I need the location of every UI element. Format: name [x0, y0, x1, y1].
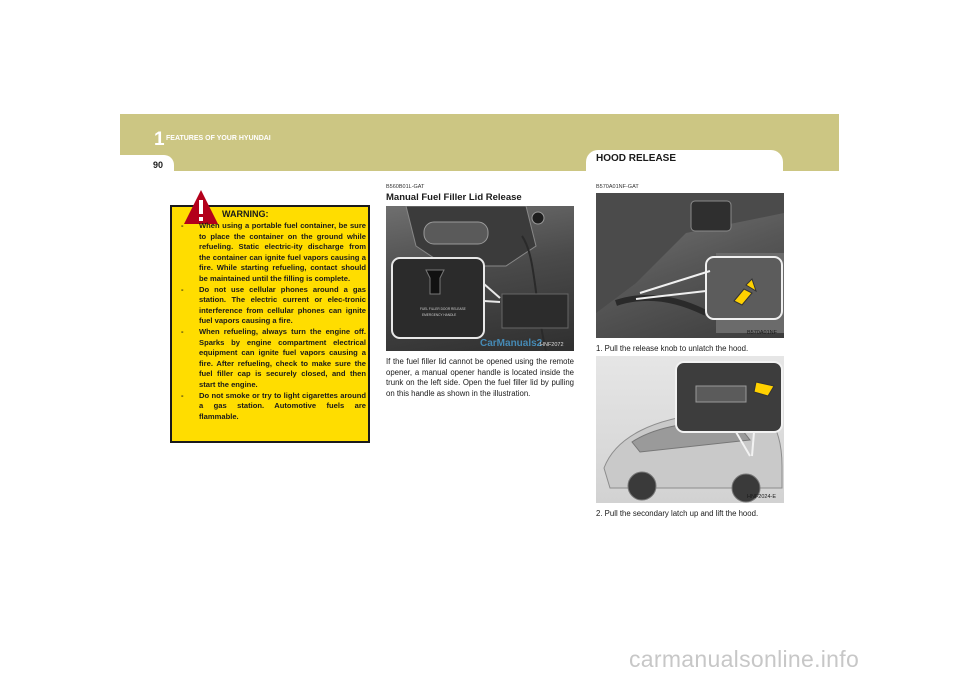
fuel-lid-illustration	[386, 206, 574, 351]
section-title: HOOD RELEASE	[596, 153, 677, 164]
fuel-section-body: If the fuel filler lid cannot be opened using the remote opener, a manual opener handle is located inside the trunk on the left side. Open the fuel filler lid by pulling on this handle as shown in the illustration.	[386, 357, 574, 398]
warning-heading: WARNING:	[222, 209, 269, 219]
warning-item: - Do not use cellular phones around a gas station. The electric current or elec-tronic interference from cellular phones can ignite fuel vapors causing a fire.	[177, 285, 366, 327]
chapter-number: 1	[154, 129, 165, 150]
hood-step-1: 1. Pull the release knob to unlatch the hood.	[596, 344, 749, 353]
site-watermark: carmanualsonline.info	[629, 646, 860, 672]
page-number: 90	[153, 160, 164, 170]
warning-item: - When refueling, always turn the engine off. Sparks by engine compartment electrical equipment can ignite fuel vapors causing a fire. After refueling, check to make sure the fuel filler cap is securely closed, and then start the engine.	[177, 327, 366, 391]
hood-figure2-label: HNF2024-E	[747, 494, 777, 500]
hood-step-2: 2. Pull the secondary latch up and lift the hood.	[596, 509, 759, 518]
handle-label-1: FUEL FILLER DOOR RELEASE	[420, 307, 466, 311]
handle-label-2: EMERGENCY HANDLE	[422, 313, 457, 317]
fuel-section-title: Manual Fuel Filler Lid Release	[386, 192, 522, 203]
warning-item: - Do not smoke or try to light cigarettes around a gas station. Automotive fuels are flammable.	[177, 391, 366, 423]
chapter-title: FEATURES OF YOUR HYUNDAI	[166, 135, 271, 142]
fuel-figure-label: HNF2072	[540, 342, 564, 348]
page-number-tab	[120, 155, 174, 171]
hood-secondary-latch-illustration	[596, 356, 784, 503]
warning-item: - When using a portable fuel container, be sure to place the container on the ground while refueling. Static electric-ity discharge from the container can ignite fuel vapors causing a fire. While starting refueling, contact should be maintained until the filling is complete.	[177, 221, 366, 285]
hood-figure1-label: B570A01NF	[747, 330, 777, 336]
hood-release-knob-illustration	[596, 193, 784, 338]
hood-section-code: B570A01NF-GAT	[596, 184, 639, 190]
warning-list	[177, 221, 366, 422]
figure-watermark: CarManuals2	[480, 338, 543, 349]
fuel-section-code: B560B01L-GAT	[386, 184, 425, 190]
